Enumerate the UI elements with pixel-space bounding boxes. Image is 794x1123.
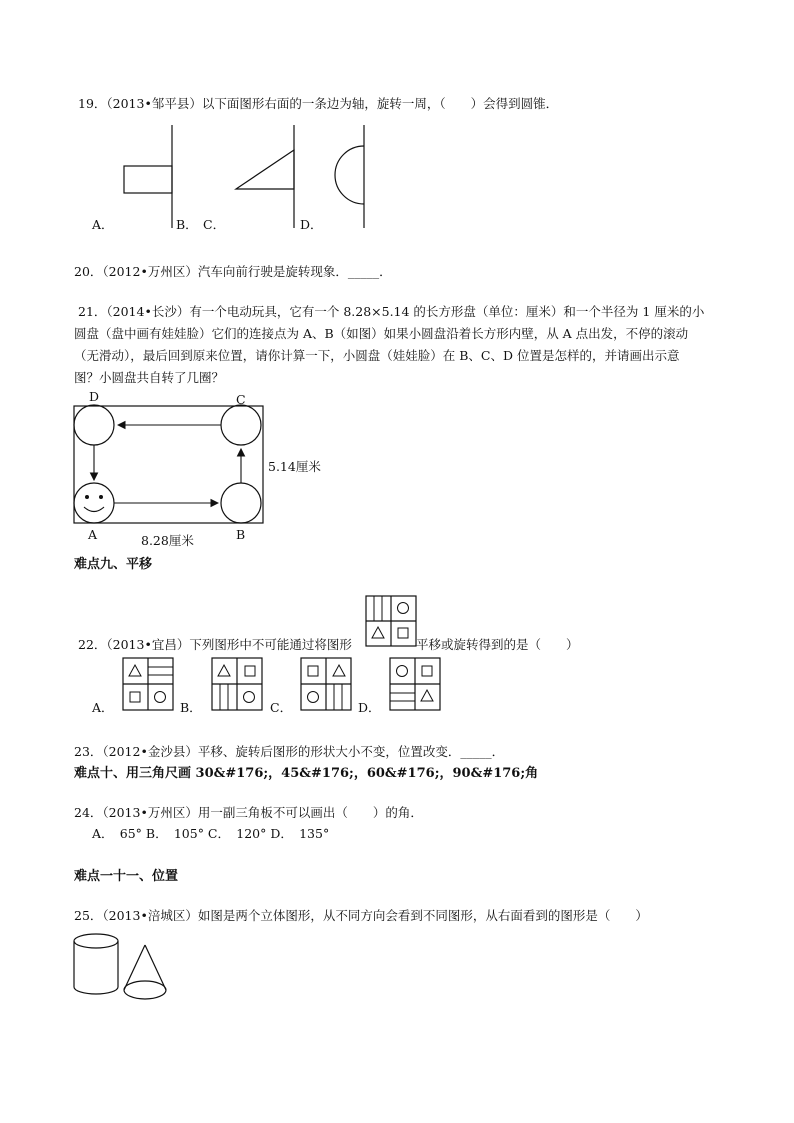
q25-text: 25．（2013•涪城区）如图是两个立体图形，从不同方向会看到不同图形，从右面看到的图形是（ ） — [74, 908, 648, 923]
q20-text: 20．（2012•万州区）汽车向前行驶是旋转现象．_____． — [74, 264, 392, 279]
q21-label-c: C — [236, 392, 246, 407]
section-heading-9: 难点九、平移 — [74, 557, 153, 572]
q19-option-a: A． — [92, 217, 114, 232]
q21-height-label: 5.14厘米 — [268, 459, 321, 474]
q25-cylinder — [74, 934, 118, 994]
q21-label-b: B — [236, 527, 246, 542]
q21-line2: 圆盘（盘中画有娃娃脸）它们的连接点为 A、B（如图）如果小圆盘沿着长方形内壁，从 A 点出发，不停的滚动 — [74, 326, 689, 341]
q19-option-b: B． — [176, 217, 198, 232]
q22-option-b: B． — [180, 700, 202, 715]
q24-options: A． 65° B． 105° C． 120° D． 135° — [92, 826, 330, 841]
q21-label-a: A — [88, 527, 98, 542]
q22-option-d: D． — [358, 700, 381, 715]
q19-option-d: D． — [300, 217, 323, 232]
q22-text-before: 22．（2013•宜昌）下列图形中不可能通过将图形 — [78, 637, 352, 652]
q22-text-after: 平移或旋转得到的是（ ） — [416, 637, 579, 652]
q19-option-c: C． — [203, 217, 226, 232]
q21-line3: （无滑动），最后回到原来位置，请你计算一下，小圆盘（娃娃脸）在 B、C、D 位置是怎样的，并请画出示意 — [74, 348, 680, 363]
q21-line4: 图？小圆盘共自转了几圈？ — [74, 370, 225, 385]
q19-text: 19．（2013•邹平县）以下面图形右面的一条边为轴，旋转一周，（ ）会得到圆锥． — [78, 96, 559, 111]
q24-text: 24．（2013•万州区）用一副三角板不可以画出（ ）的角． — [74, 805, 423, 820]
section-heading-10: 难点十、用三角尺画 30&#176;，45&#176;，60&#176;，90&#176;角 — [74, 766, 539, 781]
q22-option-c: C． — [270, 700, 293, 715]
section-heading-11: 难点一十一、位置 — [74, 869, 179, 884]
q21-label-d: D — [89, 389, 100, 404]
q22-option-a: A． — [92, 700, 114, 715]
q21-line1: 21．（2014•长沙）有一个电动玩具，它有一个 8.28×5.14 的长方形盘（单位：厘米）和一个半径为 1 厘米的小 — [78, 304, 705, 319]
q23-text: 23．（2012•金沙县）平移、旋转后图形的形状大小不变，位置改变．_____． — [74, 744, 505, 759]
q21-width-label: 8.28厘米 — [141, 533, 194, 548]
q25-cone — [124, 945, 166, 999]
